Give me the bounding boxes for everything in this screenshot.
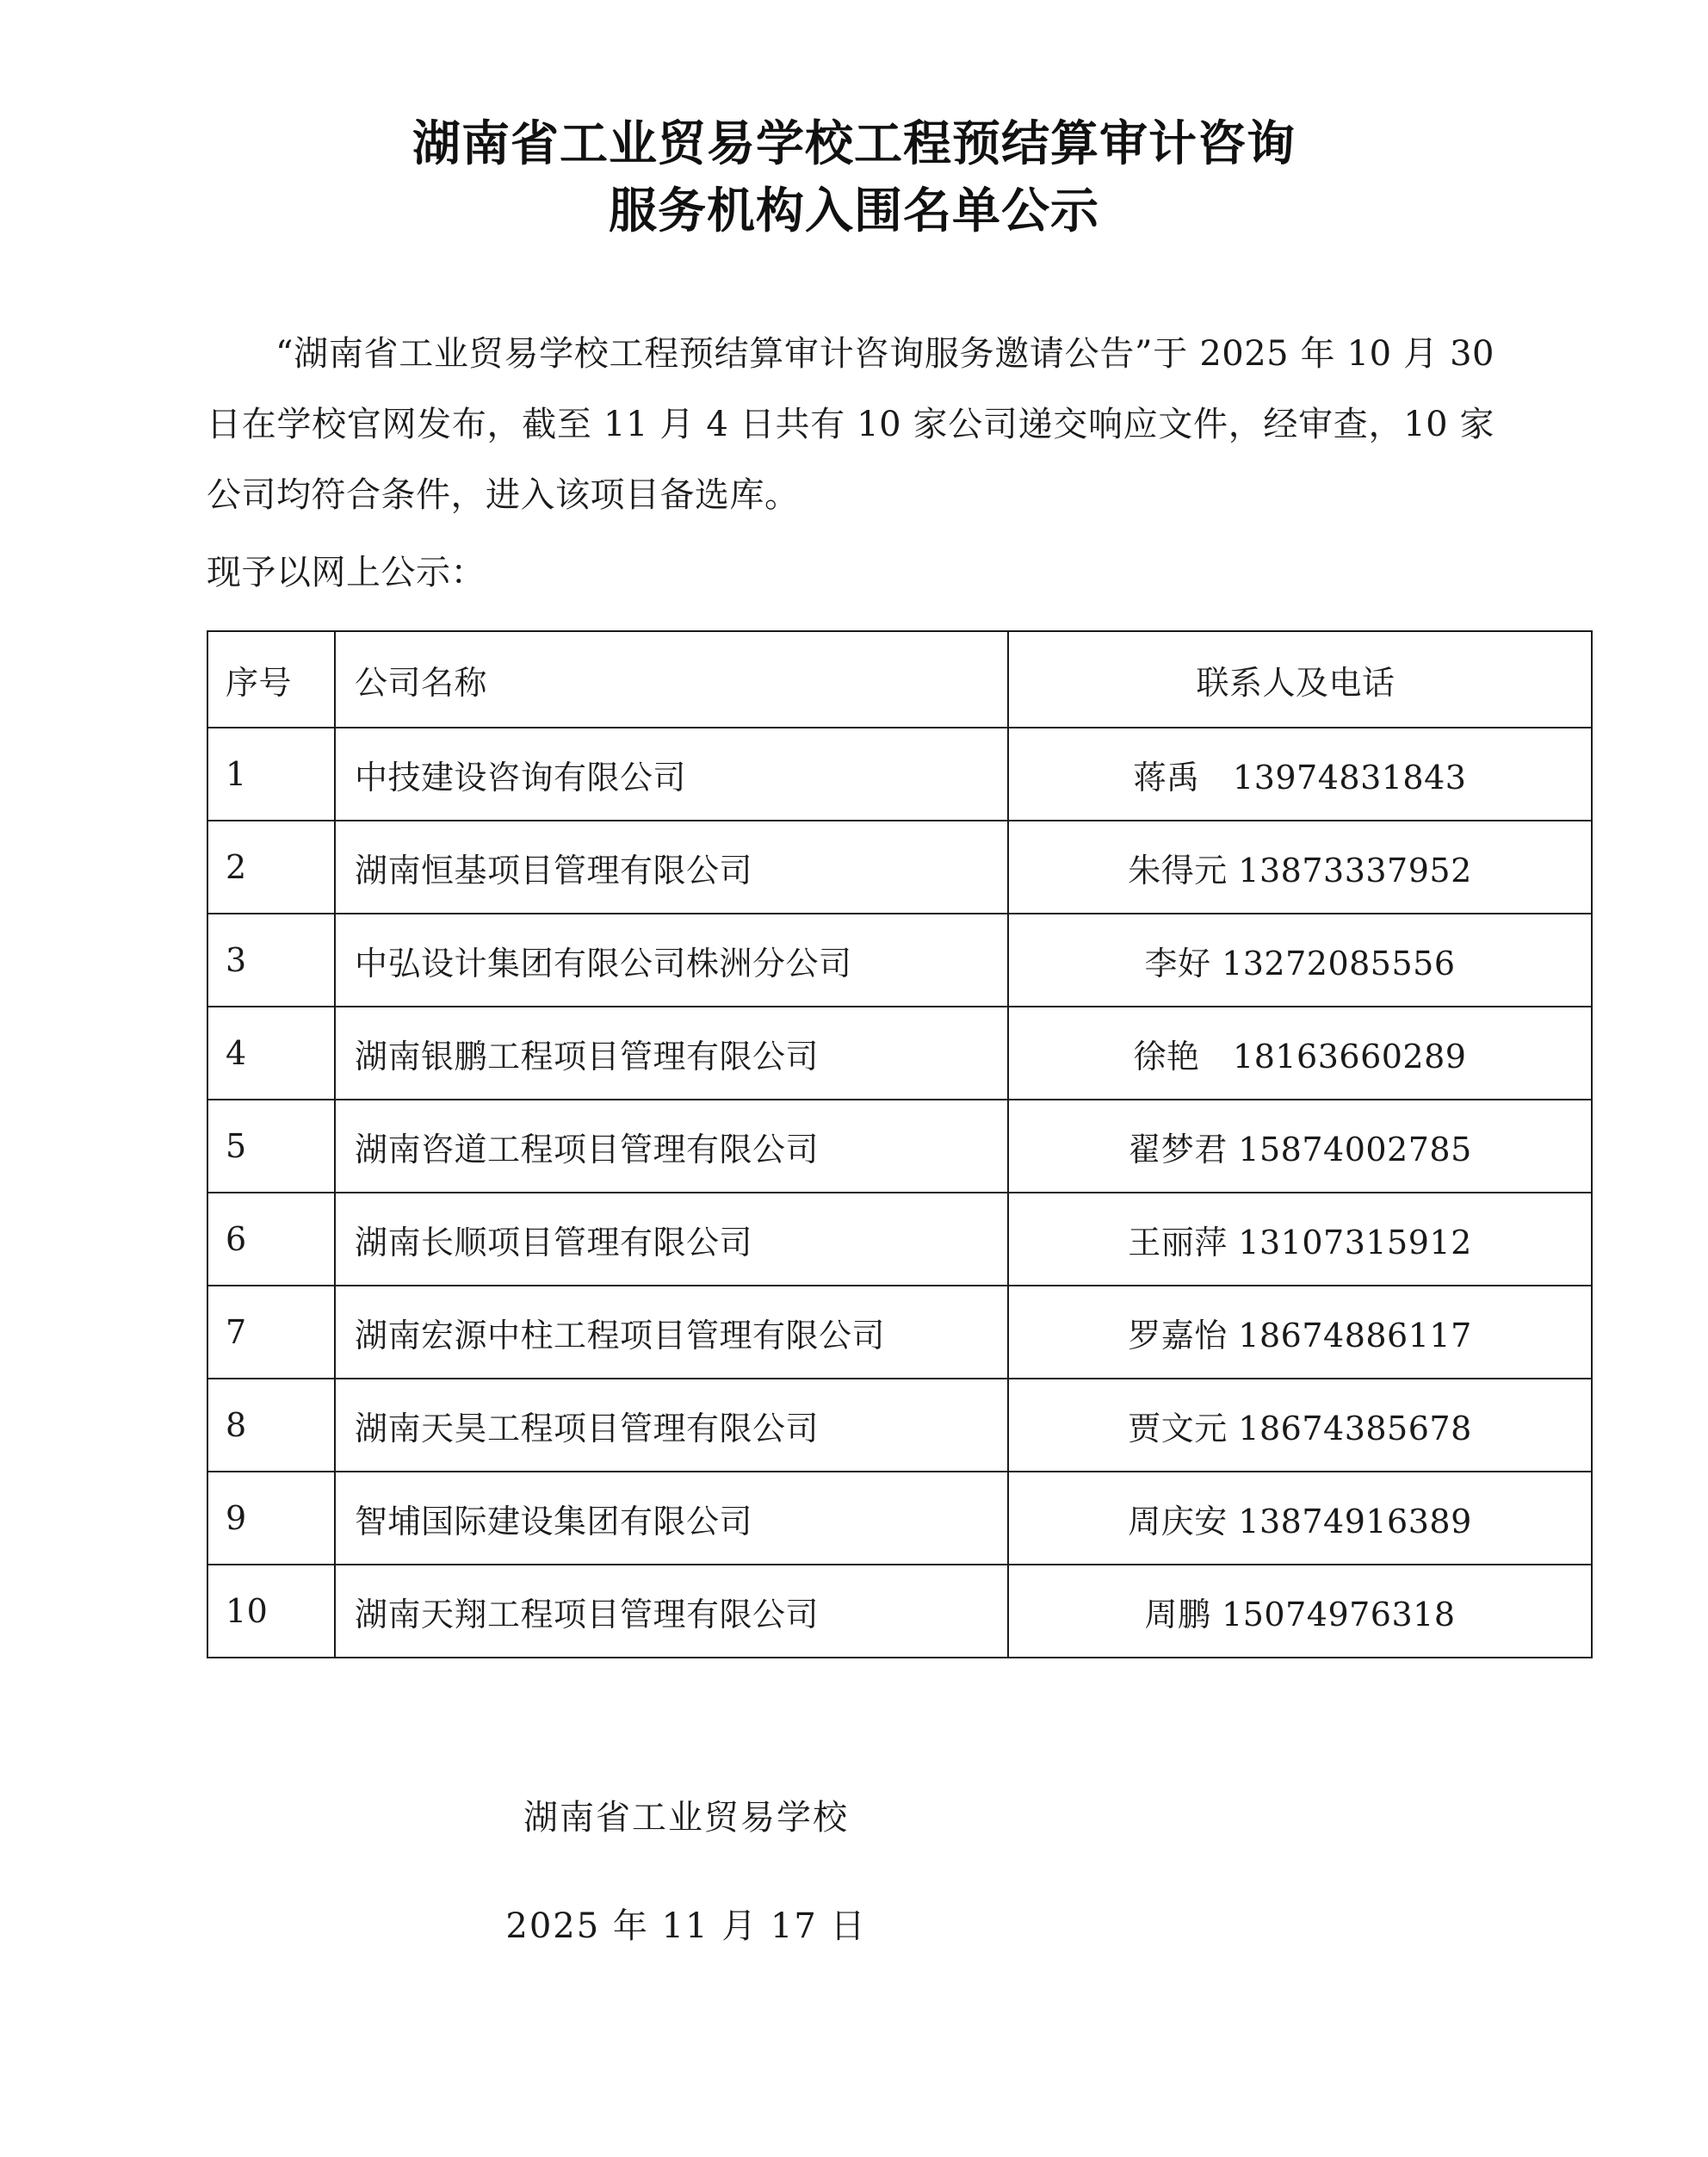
cell-company: 中弘设计集团有限公司株洲分公司 xyxy=(335,914,1008,1007)
body-text xyxy=(0,319,1708,608)
signature-organization: 湖南省工业贸易学校 xyxy=(523,1798,849,1838)
cell-contact: 王丽萍 13107315912 xyxy=(1008,1193,1592,1286)
cell-contact: 周鹏 15074976318 xyxy=(1008,1565,1592,1658)
table-row xyxy=(207,1379,1592,1472)
table-row xyxy=(207,728,1592,821)
cell-company: 湖南恒基项目管理有限公司 xyxy=(335,821,1008,914)
cell-index: 10 xyxy=(207,1565,335,1658)
cell-company: 湖南天翔工程项目管理有限公司 xyxy=(335,1565,1008,1658)
cell-contact: 翟梦君 15874002785 xyxy=(1008,1100,1592,1193)
table-header-row xyxy=(207,631,1592,728)
table-row xyxy=(207,1565,1592,1658)
shortlist-table-container xyxy=(0,630,1708,1658)
cell-contact: 贾文元 18674385678 xyxy=(1008,1379,1592,1472)
signature-block xyxy=(0,1658,1708,1956)
cell-contact: 周庆安 13874916389 xyxy=(1008,1472,1592,1565)
column-header-index: 序号 xyxy=(207,631,335,728)
cell-company: 湖南宏源中柱工程项目管理有限公司 xyxy=(335,1286,1008,1379)
column-header-contact: 联系人及电话 xyxy=(1008,631,1592,728)
table-header xyxy=(207,631,1592,728)
cell-company: 智埔国际建设集团有限公司 xyxy=(335,1472,1008,1565)
publication-notice-paragraph: 现予以网上公示： xyxy=(207,553,486,592)
column-header-company: 公司名称 xyxy=(335,631,1008,728)
table-row xyxy=(207,1286,1592,1379)
cell-index: 8 xyxy=(207,1379,335,1472)
cell-index: 4 xyxy=(207,1007,335,1100)
cell-contact: 罗嘉怡 18674886117 xyxy=(1008,1286,1592,1379)
table-row xyxy=(207,1100,1592,1193)
signature-date: 2025 年 11 月 17 日 xyxy=(505,1906,867,1946)
cell-company: 湖南咨道工程项目管理有限公司 xyxy=(335,1100,1008,1193)
cell-contact: 朱得元 13873337952 xyxy=(1008,821,1592,914)
table-row xyxy=(207,1193,1592,1286)
cell-index: 3 xyxy=(207,914,335,1007)
table-row xyxy=(207,1472,1592,1565)
cell-index: 5 xyxy=(207,1100,335,1193)
cell-contact: 徐艳 18163660289 xyxy=(1008,1007,1592,1100)
table-row xyxy=(207,821,1592,914)
cell-company: 湖南长顺项目管理有限公司 xyxy=(335,1193,1008,1286)
cell-company: 湖南天昊工程项目管理有限公司 xyxy=(335,1379,1008,1472)
cell-company: 湖南银鹏工程项目管理有限公司 xyxy=(335,1007,1008,1100)
cell-index: 6 xyxy=(207,1193,335,1286)
announcement-paragraph: “湖南省工业贸易学校工程预结算审计咨询服务邀请公告”于 2025 年 10 月 30 日在学校官网发布，截至 11 月 4 日共有 10 家公司递交响应文件，经审查，10 家公司均符合条件，进入该项目备选库。 xyxy=(207,334,1494,515)
cell-company: 中技建设咨询有限公司 xyxy=(335,728,1008,821)
table-row xyxy=(207,1007,1592,1100)
page-title-line-1: 湖南省工业贸易学校工程预结算审计咨询 xyxy=(412,115,1296,172)
table-row xyxy=(207,914,1592,1007)
cell-contact: 蒋禹 13974831843 xyxy=(1008,728,1592,821)
cell-index: 7 xyxy=(207,1286,335,1379)
page-title-line-2: 服务机构入围名单公示 xyxy=(609,183,1099,239)
cell-contact: 李好 13272085556 xyxy=(1008,914,1592,1007)
cell-index: 9 xyxy=(207,1472,335,1565)
cell-index: 2 xyxy=(207,821,335,914)
cell-index: 1 xyxy=(207,728,335,821)
shortlist-table xyxy=(207,630,1593,1658)
page-title xyxy=(0,0,1708,245)
table-body xyxy=(207,728,1592,1658)
